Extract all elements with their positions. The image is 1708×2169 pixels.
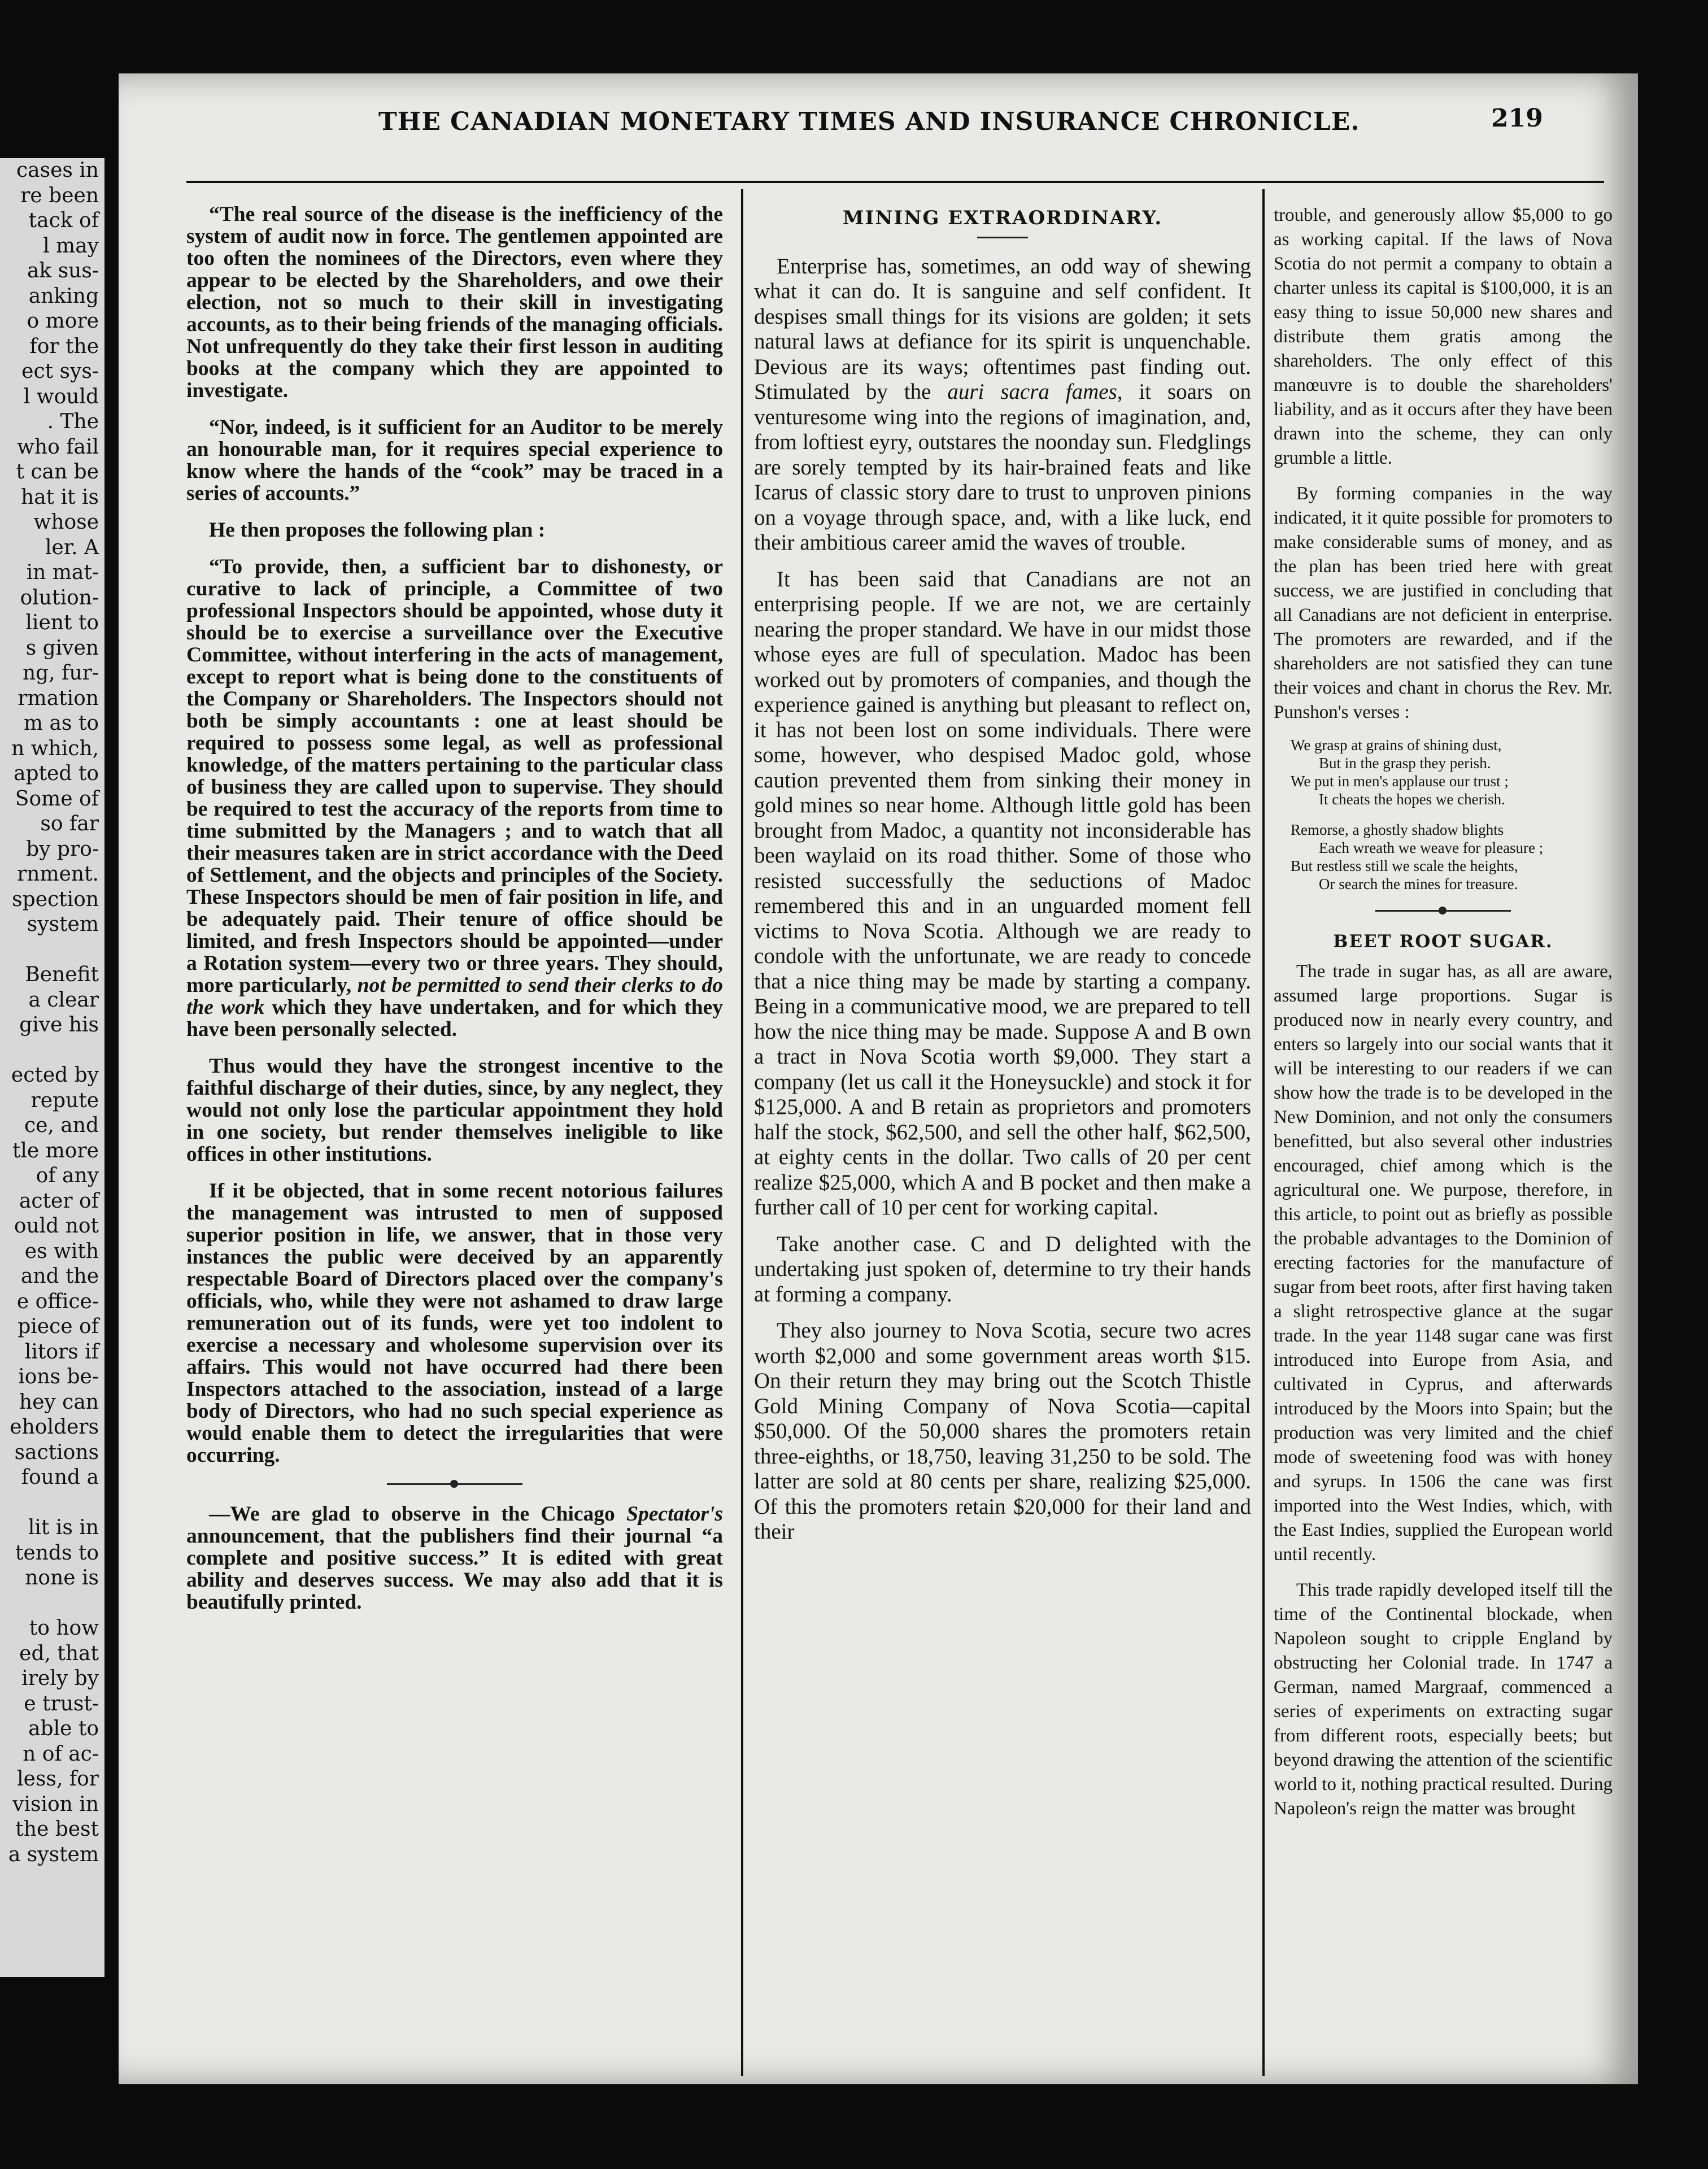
paragraph-text: it soars on venturesome wing into the regions of imagination, and, from loftiest eyry, outstares the noonday sun. Fledglings are sorely tempted by its hair-brained feats and like Icarus of classic story dare to trust to unproven pinions on a voyage through space, and, with a like luck, end their ambitious career amid the waves of trouble.: [754, 380, 1251, 555]
left-page-fragment: spection: [12, 887, 99, 911]
paragraph: This trade rapidly developed itself till the time of the Continental blockade, when Napoleon sought to cripple England by obstructing her Colonial trade. In 1747 a German, named Margraaf, commenced a series of experiments on extracting sugar from different roots, especially beets; but beyond drawing the attention of the scientific world to it, nothing practical resulted. During Napoleon's reign the matter was brought: [1274, 1580, 1613, 1819]
left-page-fragment: [0, 1038, 99, 1064]
left-page-fragment: repute: [30, 1088, 99, 1112]
left-page-fragment: e office-: [16, 1290, 99, 1313]
italic-phrase: Spectator's: [626, 1502, 723, 1526]
section-divider: [1375, 910, 1511, 912]
left-page-fragment: Some of: [15, 787, 99, 811]
left-page-fragment: tends to: [15, 1541, 99, 1565]
header-rule: [186, 181, 1604, 183]
left-page-fragment: rmation: [18, 686, 99, 710]
left-page-fragment: [0, 938, 99, 963]
left-page-fragment: apted to: [14, 762, 99, 785]
paragraph: It has been said that Canadians are not an enterprising people. If we are not, we are certainly nearing the proper standard. We have in our midst those whose eyes are full of speculation. Madoc has been worked out by promoters of companies, and though the experience gained is anything but pleasant to reflect on, it has not been lost on some individuals. There were some, however, who despised Madoc gold, whose caution prevented them from sinking their money in gold mines so near home. Although little gold has been brought from Madoc, a quantity not inconsiderable has been waylaid on its road thither. Some of those who resisted successfully the seductions of Madoc remembered this and in an unguarded moment fell victims to Nova Scotia. Although we are ready to condole with the unfortunate, we are ready to concede that a nice thing may be made by starting a company. Being in a communicative mood, we are prepared to tell how the nice thing may be made. Suppose A and B own a tract in Nova Scotia worth $9,000. They start a company (let us call it the Honeysuckle) and stock it for $125,000. A and B retain as proprietors and promoters half the stock, $62,500, and sell the other half, $62,500, at eighty cents in the dollar. Two calls of 20 per cent realize $25,000, which A and B pocket and then make a further call of 10 per cent for working capital.: [754, 567, 1251, 1219]
verse-line: Each wreath we weave for pleasure ;: [1319, 839, 1544, 856]
newspaper-page: [119, 73, 1638, 2084]
left-page-fragment: whose: [33, 511, 99, 534]
left-page-fragment: who fail: [17, 435, 99, 459]
running-title: THE CANADIAN MONETARY TIMES AND INSURANCE CHRONICLE.: [378, 107, 1360, 136]
left-page-fragment: eholders: [10, 1415, 99, 1439]
paragraph: Thus would they have the strongest incentive to the faithful discharge of their duties, since, by any neglect, they would not only lose the particular appointment they hold in one society, but render themselves ineligible to like offices in other institutions.: [186, 1055, 723, 1166]
previous-page-edge: [0, 158, 104, 1977]
paragraph: “Nor, indeed, is it sufficient for an Auditor to be merely an honourable man, for it requires special experience to know where the hands of the “cook” may be traced in a series of accounts.”: [186, 416, 723, 505]
verse-line: It cheats the hopes we cherish.: [1319, 791, 1505, 808]
paragraph: [186, 1503, 723, 1613]
paragraph: “The real source of the disease is the inefficiency of the system of audit now in force. The gentlemen appointed are too often the nominees of the Directors, even where they appear to be elected by the Shareholders, and owe their election, not so much to their skill in investigating accounts, as to their being friends of the managing officials. Not unfrequently do they take their first lesson in auditing books at the company which they are appointed to investigate.: [186, 203, 723, 402]
left-page-fragment: hat it is: [21, 485, 99, 509]
paragraph: [186, 556, 723, 1040]
left-page-fragment: the best: [15, 1818, 99, 1841]
left-page-fragment: n of ac-: [23, 1742, 99, 1766]
page-number: 219: [1491, 104, 1543, 133]
left-page-fragment: so far: [40, 812, 99, 835]
left-page-fragment: es with: [24, 1239, 99, 1263]
article-heading: MINING EXTRAORDINARY.: [842, 207, 1163, 229]
left-page-fragment: less, for: [17, 1767, 99, 1791]
paragraph: By forming companies in the way indicated, it it quite possible for promoters to make considerable sums of money, and as the plan has been tried here with great success, we are justified in concluding that all Canadians are not deficient in enterprise. The promoters are rewarded, and if the shareholders are not satisfied they can tune their voices and chant in chorus the Rev. Mr. Punshon's verses :: [1274, 484, 1613, 722]
left-page-fragment: ak sus-: [27, 259, 99, 282]
left-page-fragment: ect sys-: [21, 360, 99, 383]
verse-line: Remorse, a ghostly shadow blights: [1291, 821, 1504, 838]
left-page-fragment: . The: [47, 410, 99, 433]
left-page-fragment: l may: [43, 234, 99, 258]
left-page-fragment: give his: [19, 1013, 99, 1036]
heading-rule: [977, 237, 1028, 238]
left-page-fragment: t can be: [16, 460, 99, 484]
left-page-fragment: of any: [36, 1164, 99, 1187]
page-header: [119, 96, 1638, 158]
left-page-fragment: o more: [27, 310, 99, 333]
left-page-fragment: e trust-: [24, 1692, 99, 1715]
paragraph: If it be objected, that in some recent notorious failures the management was intrusted to men of supposed superior position in life, we answer, that in those very instances the public were deceived by an apparently respectable Board of Directors placed over the company's officials, who, while they were not ashamed to draw large remuneration out of its funds, were yet too indolent to exercise a necessary and wholesome supervision over its affairs. This would not have occurred had there been Inspectors attached to the association, instead of a large body of Directors, who had no such special experience as would enable them to detect the irregularities that were occurring.: [186, 1179, 723, 1467]
left-page-fragment: none is: [25, 1566, 99, 1589]
verse: [1291, 821, 1613, 893]
left-page-fragment: vision in: [12, 1792, 99, 1816]
paragraph-text: which they have: [264, 996, 422, 1019]
left-page-fragment: sactions: [14, 1440, 99, 1464]
left-page-fragment: able to: [28, 1717, 99, 1740]
left-page-fragment: for the: [29, 334, 99, 358]
left-page-fragment: rnment.: [17, 863, 99, 886]
left-page-fragment: s given: [25, 636, 99, 660]
column-audit-article: [186, 203, 723, 2011]
paragraph-text: —We are glad to observe in the Chicago: [209, 1502, 615, 1526]
left-page-fragment: ould not: [14, 1214, 99, 1238]
paragraph-text: announcement, that the publishers find their journal “a complete and positive success.” It is edited with great ability and deserves success. We may also add that it is beautifully printed.: [186, 1525, 723, 1614]
left-page-fragment: lit is in: [28, 1516, 99, 1539]
left-page-fragment: piece of: [18, 1315, 99, 1338]
paragraph: [754, 254, 1251, 556]
left-page-fragment: hey can: [19, 1390, 99, 1414]
left-page-fragment: ected by: [11, 1064, 99, 1087]
verse-line: We grasp at grains of shining dust,: [1291, 737, 1502, 754]
column-beet-root-sugar: [1274, 203, 1613, 2067]
left-page-fragment: [0, 1491, 99, 1516]
column-divider-1: [741, 189, 743, 2076]
left-page-fragment: tle more: [12, 1139, 99, 1162]
left-page-fragment: in mat-: [26, 561, 99, 584]
paragraph: trouble, and generously allow $5,000 to go as working capital. If the laws of Nova Scotia do not permit a company to obtain a charter unless its capital is $100,000, it is an easy thing to issue 50,000 new shares and distribute them gratis among the shareholders. The only effect of this manœuvre is to double the shareholders' liability, and as it occurs after they have been drawn into the scheme, they can only grumble a little.: [1274, 205, 1613, 468]
left-page-fragment: acter of: [19, 1189, 99, 1213]
paragraph: They also journey to Nova Scotia, secure two acres worth $2,000 and some government areas worth $15. On their return they may bring out the Scotch Thistle Gold Mining Company of Nova Scotia—capital $50,000. Of the 50,000 shares the promoters retain three-eighths, or 18,750, leaving 31,250 to be sold. The latter are sold at 80 cents per share, realizing $25,000. Of this the promoters retain $20,000 for their land and their: [754, 1318, 1251, 1544]
italic-phrase: auri sacra fames,: [947, 380, 1123, 404]
article-heading: BEET ROOT SUGAR.: [1333, 931, 1553, 952]
left-page-fragment: irely by: [21, 1667, 99, 1690]
left-page-fragment: ions be-: [18, 1365, 99, 1388]
verse-line: Or search the mines for treasure.: [1319, 876, 1518, 892]
left-page-fragment: by pro-: [26, 837, 99, 861]
left-page-fragment: Benefit: [25, 963, 99, 986]
verse-line: We put in men's applause our trust ;: [1291, 773, 1509, 790]
verse: [1291, 736, 1613, 808]
left-page-fragment: olution-: [20, 586, 99, 609]
left-page-fragment: m as to: [23, 712, 99, 735]
left-page-fragment: ce, and: [24, 1114, 99, 1137]
paragraph-text: Enterprise has, sometimes, an odd way of shewing what it can do. It is sanguine and self confident. It despises small things for its visions are golden; it sets natural laws at defiance for its spirit is unquenchable. Devious are its ways; oftentimes past finding out. Stimulated by the: [754, 254, 1251, 404]
left-page-fragment: litors if: [24, 1340, 99, 1364]
left-page-fragment: ng, fur-: [23, 661, 99, 685]
paragraph: Take another case. C and D delighted with the undertaking just spoken of, determine to try their hands at forming a company.: [754, 1231, 1251, 1306]
left-page-fragment: a system: [8, 1843, 99, 1866]
left-page-fragment: ler. A: [45, 535, 99, 559]
column-mining-extraordinary: [754, 203, 1251, 2067]
paragraph: The trade in sugar has, as all are aware, assumed large proportions. Sugar is produced now in nearly every country, and enters so largely into our social wants that it will be interesting to our readers if we can show how the trade is to be developed in the New Dominion, and not only the consumers benefitted, but also several other industries encouraged, chief among which is the agricultural one. We purpose, therefore, in this article, to point out as briefly as possible the probable advantages to the Dominion of erecting factories for the manufacture of sugar from beet roots, after first having taken a slight retrospective glance at the sugar trade. In the year 1148 sugar cane was first introduced into Europe from Asia, and cultivated in Cyprus, and afterwards introduced by the Moors into Spain; but the production was very limited and the chief mode of sweetening food was with honey and syrups. In 1506 the cane was first imported into the West Indies, which, with the East Indies, supplied the European world until recently.: [1274, 961, 1613, 1565]
left-page-fragment: cases in: [16, 159, 99, 182]
left-page-fragment: [0, 1591, 99, 1617]
left-page-fragment: n which,: [11, 737, 99, 760]
left-page-fragment: a clear: [28, 988, 99, 1012]
left-page-fragment: l would: [23, 385, 99, 408]
paragraph-text: “To provide, then, a sufficient bar to dishonesty, or curative to lack of principle, a Committee of two professional Inspectors should be appointed, whose duty it should be to exercise a surveillance over the Executive Committee, without interfering in the acts of management, except to report what is being done to the constituents of the Company or Shareholders. The Inspectors should not both be simply accountants : one at least should be required to possess some legal, as well as professional knowledge, of the matters pertaining to the particular class of business they are called upon to supervise. They should be required to test the accuracy of the reports from time to time submitted by the Managers ; and to watch that all their measures taken are in strict accordance with the Deed of Settlement, and the objects and principles of the Society. These Inspectors should be men of fair position in life, and be adequately paid. Their tenure of office should be limited, and fresh Inspectors should be appointed—under a Rotation system—every two or three years. They should, more particularly,: [186, 555, 723, 997]
left-page-fragment: to how: [29, 1617, 99, 1640]
left-page-fragment: ed, that: [19, 1641, 99, 1665]
left-page-fragment: system: [27, 913, 99, 936]
italic-phrase: not be permitted to send their clerks to do the work: [186, 974, 723, 1019]
paragraph: He then proposes the following plan :: [209, 519, 546, 542]
paragraph-text: undertaken, and for which they have been personally selected.: [186, 996, 723, 1041]
left-page-fragment: re been: [20, 184, 99, 207]
section-divider: [387, 1483, 522, 1485]
left-page-fragment: anking: [28, 284, 99, 308]
column-divider-2: [1262, 189, 1265, 2076]
verse-line: But restless still we scale the heights,: [1291, 857, 1518, 874]
left-page-fragment: lient to: [25, 611, 99, 634]
left-page-fragment: found a: [21, 1466, 99, 1489]
left-page-fragment: and the: [20, 1265, 99, 1288]
left-page-fragment: tack of: [28, 209, 99, 232]
verse-line: But in the grasp they perish.: [1319, 755, 1491, 772]
